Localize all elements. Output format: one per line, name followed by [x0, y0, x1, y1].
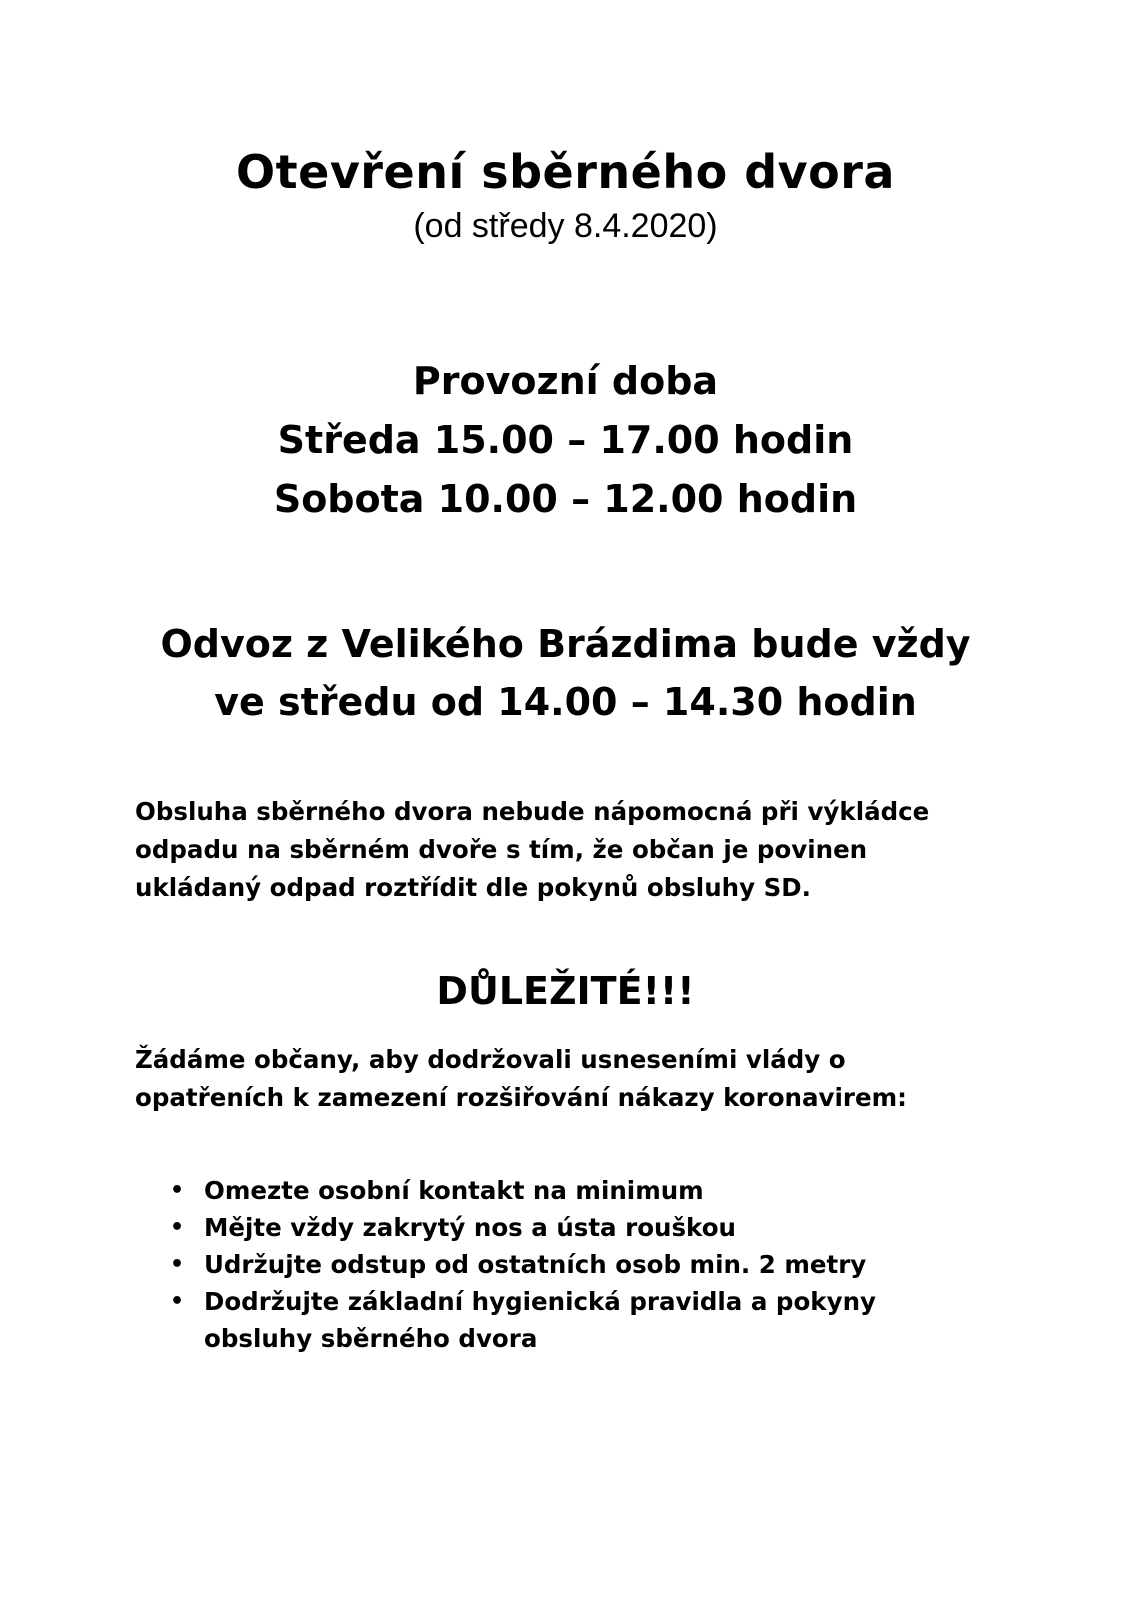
service-notice-line-1: Obsluha sběrného dvora nebude nápomocná při výkládce [135, 797, 930, 826]
request-line-2: opatřeních k zamezení rozšiřování nákazy koronavirem: [135, 1083, 907, 1112]
document-subtitle: (od středy 8.4.2020) [413, 207, 718, 245]
opening-hours-saturday: Sobota 10.00 – 12.00 hodin [273, 477, 858, 521]
list-item [170, 1246, 1030, 1283]
service-notice [135, 793, 1035, 907]
list-item [170, 1209, 1030, 1246]
service-notice-line-3: ukládaný odpad roztřídit dle pokynů obsluhy SD. [135, 873, 811, 902]
bullet-icon: • [170, 1289, 185, 1314]
bullet-icon: • [170, 1215, 185, 1240]
important-heading: DŮLEŽITÉ!!! [436, 969, 695, 1013]
list-item [170, 1172, 1030, 1209]
opening-hours-wednesday: Středa 15.00 – 17.00 hodin [277, 418, 854, 462]
list-item [170, 1283, 1030, 1357]
service-notice-line-2: odpadu na sběrném dvoře s tím, že občan je povinen [135, 835, 868, 864]
document-title: Otevření sběrného dvora [236, 145, 895, 199]
rules-list [170, 1172, 1030, 1357]
bullet-icon: • [170, 1252, 185, 1277]
pickup-line-1: Odvoz z Velikého Brázdima bude vždy [160, 622, 971, 666]
opening-hours [0, 352, 1131, 529]
list-item-text: Dodržujte základní hygienická pravidla a pokyny [204, 1287, 876, 1316]
list-item-text: Udržujte odstup od ostatních osob min. 2 metry [204, 1250, 867, 1279]
opening-hours-heading: Provozní doba [412, 359, 719, 403]
pickup-line-2: ve středu od 14.00 – 14.30 hodin [214, 680, 917, 724]
bullet-icon: • [170, 1178, 185, 1203]
request-line-1: Žádáme občany, aby dodržovali usneseními vlády o [135, 1045, 846, 1074]
pickup-info [0, 615, 1131, 731]
list-item-text-continued: obsluhy sběrného dvora [204, 1324, 538, 1353]
list-item-text: Mějte vždy zakrytý nos a ústa rouškou [204, 1213, 736, 1242]
list-item-text: Omezte osobní kontakt na minimum [204, 1176, 704, 1205]
request-paragraph [135, 1041, 1035, 1117]
